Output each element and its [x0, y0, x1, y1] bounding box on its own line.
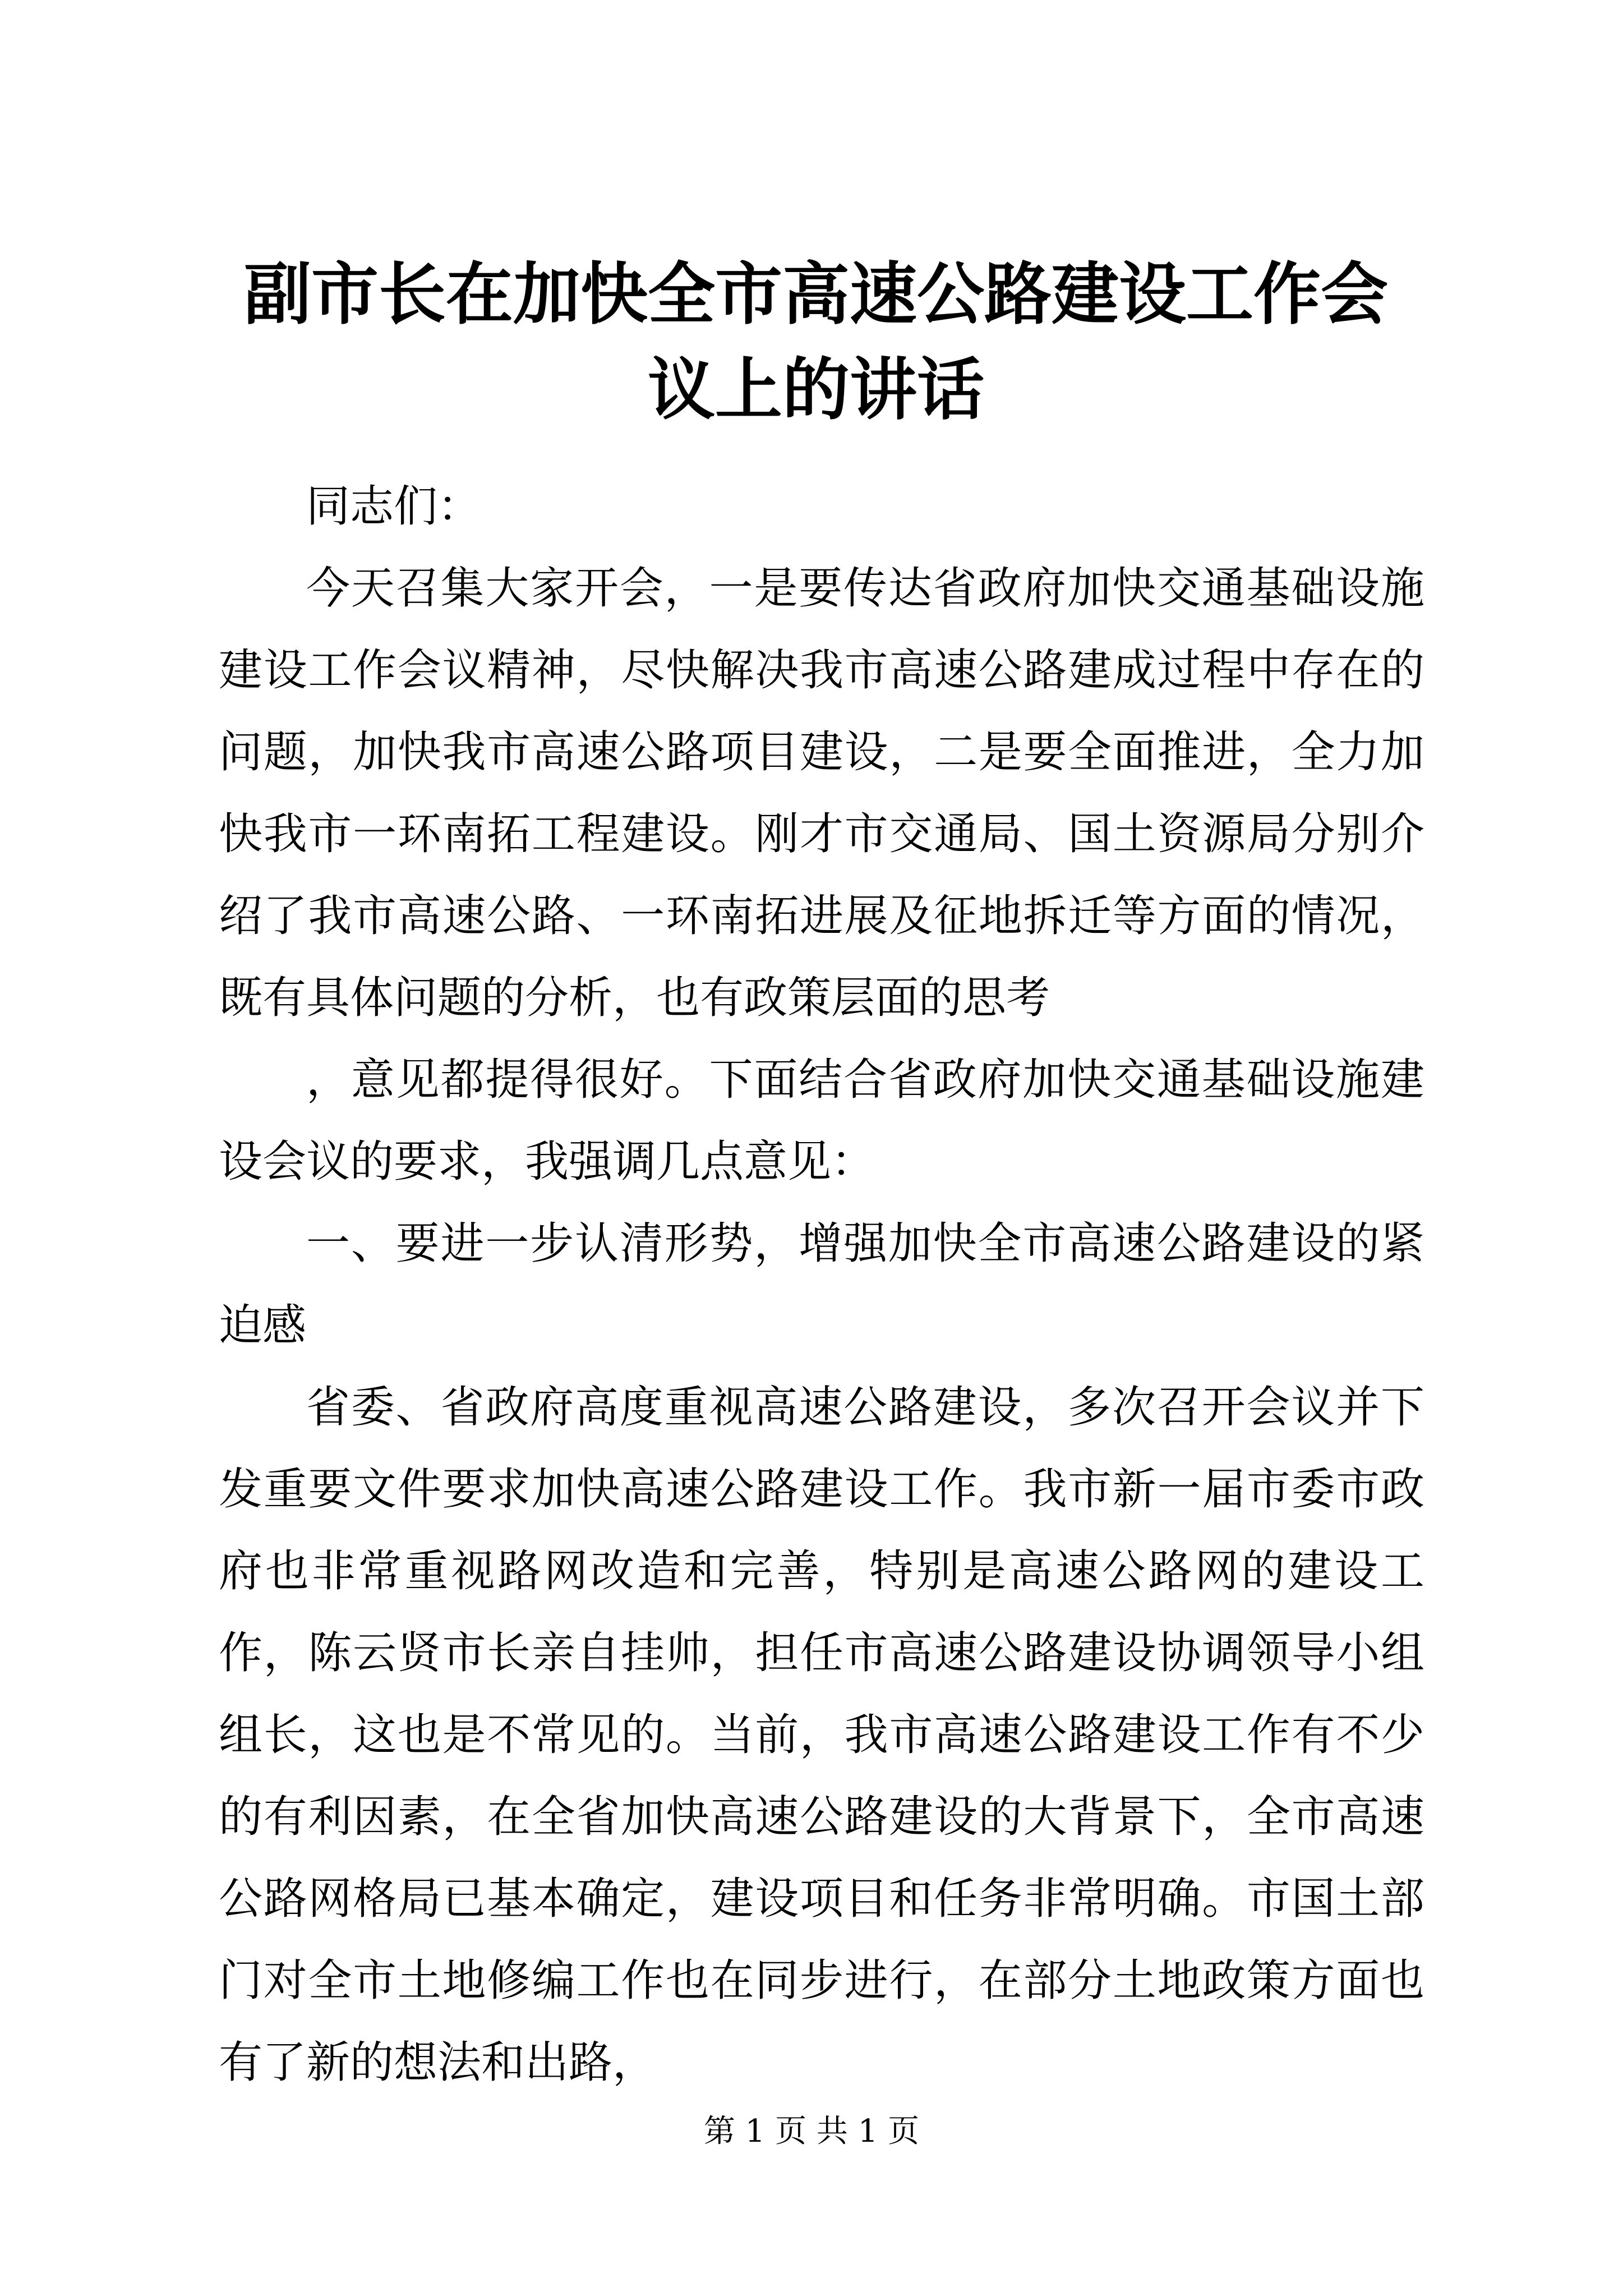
paragraph-2: ，意见都提得很好。下面结合省政府加快交通基础设施建设会议的要求，我强调几点意见：	[219, 1055, 1424, 1187]
document-title: 副市长在加快全市高速公路建设工作会议上的讲话	[244, 255, 1388, 429]
page-footer: 第 1 页 共 1 页	[703, 2113, 920, 2150]
paragraph-salutation: 同志们：	[306, 481, 482, 532]
section-heading-1: 一、要进一步认清形势，增强加快全市高速公路建设的紧迫感	[219, 1218, 1424, 1351]
paragraph-3: 省委、省政府高度重视高速公路建设，多次召开会议并下发重要文件要求加快高速公路建设工作。我市新一届市委市政府也非常重视路网改造和完善，特别是高速公路网的建设工作，陈云贤市长亲自挂帅，担任市高速公路建设协调领导小组组长，这也是不常见的。当前，我市高速公路建设工作有不少的有利因素，在全省加快高速公路建设的大背景下，全市高速公路网格局已基本确定，建设项目和任务非常明确。市国土部门对全市土地修编工作也在同步进行，在部分土地政策方面也有了新的想法和出路，	[219, 1382, 1424, 2088]
document-body	[219, 466, 1424, 2104]
paragraph-1: 今天召集大家开会，一是要传达省政府加快交通基础设施建设工作会议精神，尽快解决我市高速公路建成过程中存在的问题，加快我市高速公路项目建设，二是要全面推进，全力加快我市一环南拓工程建设。刚才市交通局、国土资源局分别介绍了我市高速公路、一环南拓进展及征地拆迁等方面的情况，既有具体问题的分析，也有政策层面的思考	[219, 563, 1424, 1023]
